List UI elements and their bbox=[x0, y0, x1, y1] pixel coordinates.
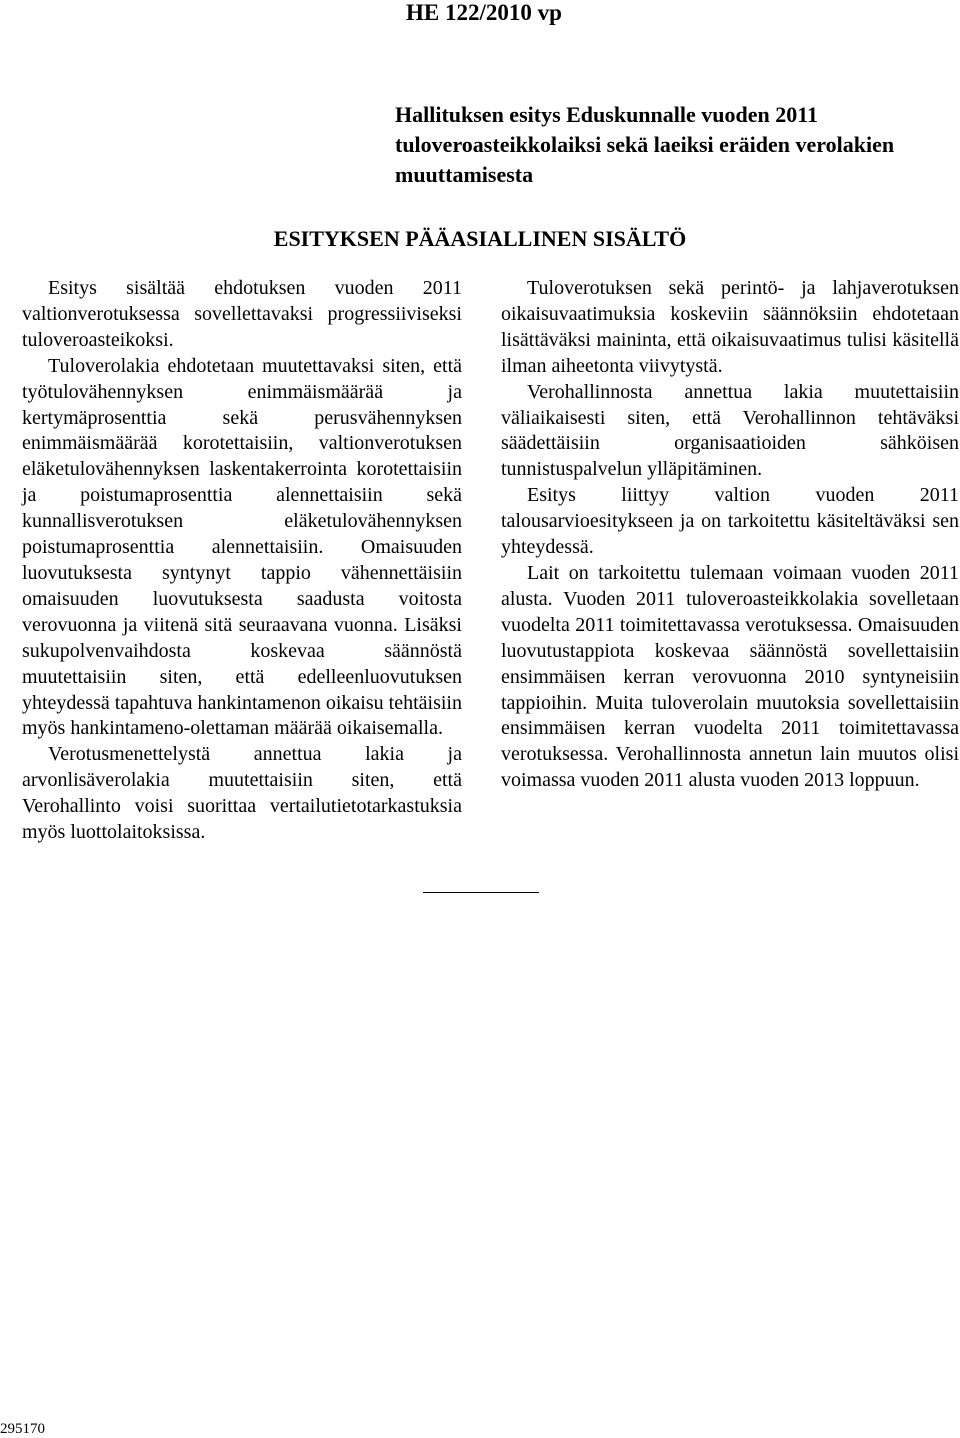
left-column bbox=[22, 276, 462, 846]
right-column bbox=[501, 276, 959, 794]
right-paragraph: Verohallinnosta annettua lakia muutettaisiin väliaikaisesti siten, että Verohallinnon tehtäväksi säädettäisiin organisaatioiden sähköisen tunnistuspalvelun ylläpitäminen. bbox=[501, 380, 959, 481]
right-paragraph: Esitys liittyy valtion vuoden 2011 talousarvioesitykseen ja on tarkoitettu käsiteltäväksi sen yhteydessä. bbox=[501, 484, 959, 559]
right-paragraph: Lait on tarkoitettu tulemaan voimaan vuoden 2011 alusta. Vuoden 2011 tuloveroasteikkolakia sovelletaan vuodelta 2011 toimitettavassa verotuksessa. Omaisuuden luovutustappiota koskevaa säännöstä sovellettaisiin ensimmäisen kerran verovuonna 2010 syntyneisiin tappioihin. Muita tuloverolain muutoksia sovellettaisiin ensimmäisen kerran vuodelta 2011 toimitettavassa verotuksessa. Verohallinnosta annetun lain muutos olisi voimassa vuoden 2011 alusta vuoden 2013 loppuun. bbox=[501, 561, 959, 792]
section-heading: ESITYKSEN PÄÄASIALLINEN SISÄLTÖ bbox=[273, 226, 687, 251]
right-paragraph: Tuloverotuksen sekä perintö- ja lahjaverotuksen oikaisuvaatimuksia koskeviin säännöksiin ehdotetaan lisättäväksi maininta, että oikaisuvaatimus tulisi käsitellä ilman aiheetonta viivytystä. bbox=[501, 277, 959, 377]
document-id: HE 122/2010 vp bbox=[406, 0, 562, 25]
left-paragraph: Tuloverolakia ehdotetaan muutettavaksi siten, että työtulovähennyksen enimmäismäärää ja kertymäprosenttia sekä perusvähennyksen enimmäismäärää korotettaisiin, valtionverotuksen eläketulovähennyksen laskentakerrointa korotettaisiin ja poistumaprosenttia alennettaisiin sekä kunnallisverotuksen eläketulovähennyksen poistumaprosenttia alennettaisiin. Omaisuuden luovutuksesta syntynyt tappio vähennettäisiin omaisuuden luovutuksesta saadusta voitosta verovuonna ja viitenä sitä seuraavana vuonna. Lisäksi sukupolvenvaihdosta koskevaa säännöstä muutettaisiin siten, että edelleenluovutuksen yhteydessä tapahtuva hankintamenon oikaisu tehtäisiin myös hankintameno-olettaman määrää oikaisemalla. bbox=[22, 354, 462, 740]
document-title: Hallituksen esitys Eduskunnalle vuoden 2011 tuloveroasteikkolaiksi sekä laeiksi eräiden verolakien muuttamisesta bbox=[395, 102, 895, 187]
end-divider bbox=[423, 892, 539, 893]
left-paragraph: Esitys sisältää ehdotuksen vuoden 2011 valtionverotuksessa sovellettavaksi progressiiviseksi tuloveroasteikoksi. bbox=[22, 277, 462, 351]
page-code: 295170 bbox=[0, 1421, 45, 1437]
left-paragraph: Verotusmenettelystä annettua lakia ja arvonlisäverolakia muutettaisiin siten, että Verohallinto voisi suorittaa vertailutietotarkastuksia myös luottolaitoksissa. bbox=[22, 743, 462, 844]
